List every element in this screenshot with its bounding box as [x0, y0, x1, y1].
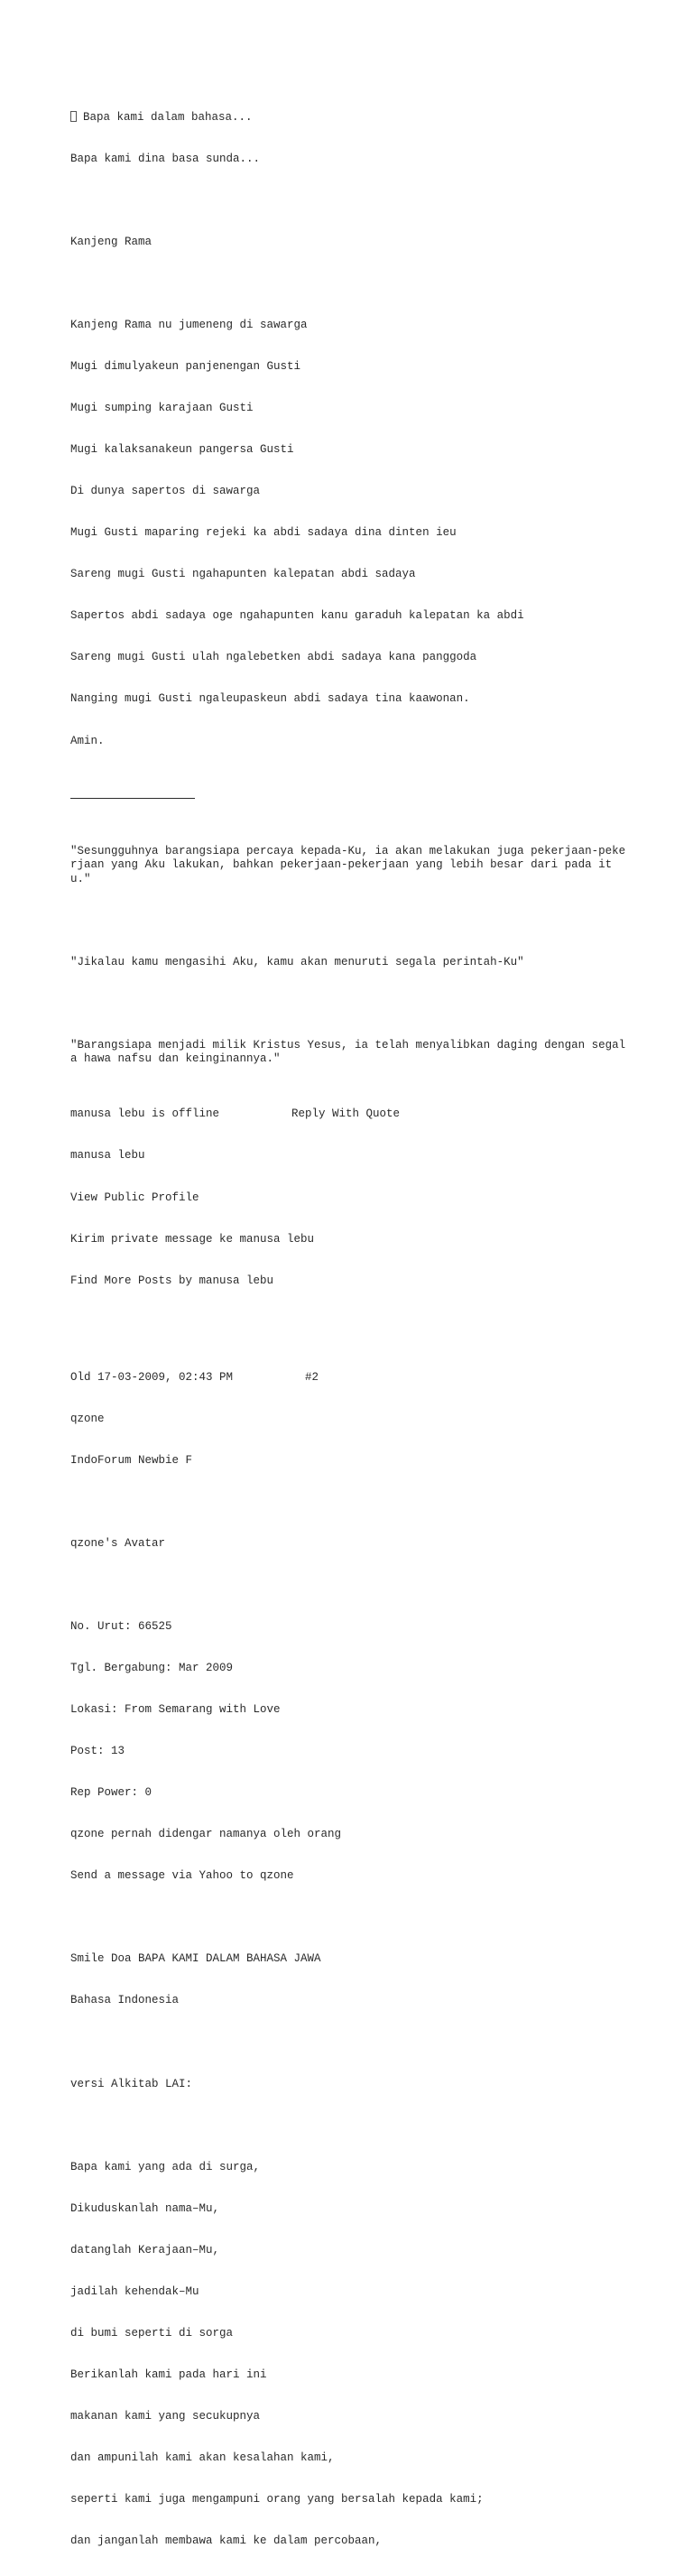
post-username[interactable]: qzone — [70, 1413, 105, 1425]
prayer-line: Berikanlah kami pada hari ini — [70, 2368, 267, 2381]
heading-1: Bapa kami dalam bahasa... — [83, 111, 253, 125]
prayer-line: Kanjeng Rama nu jumeneng di sawarga — [70, 319, 308, 332]
prayer-line: Amin. — [70, 734, 105, 747]
username-link[interactable]: manusa lebu — [70, 1149, 145, 1163]
language-label: Bahasa Indonesia — [70, 1994, 180, 2007]
prayer-line: jadilah kehendak–Mu — [70, 2284, 199, 2298]
signature-quote: "Sesungguhnya barangsiapa percaya kepada-Ku, ia akan melakukan juga pekerjaan-pekerjaan yang Aku lakukan, bahkan pekerjaan-pekerjaan yang lebih besar dari pada itu." — [70, 844, 626, 885]
signature-divider — [70, 798, 195, 799]
signature-quote: "Jikalau kamu mengasihi Aku, kamu akan menuruti segala perintah-Ku" — [70, 955, 524, 968]
post-date: Old 17-03-2009, 02:43 PM — [70, 1370, 234, 1384]
prayer-line: Bapa kami yang ada di surga, — [70, 2160, 261, 2173]
prayer-line: Mugi dimulyakeun panjenengan Gusti — [70, 360, 301, 374]
prayer-line: Dikuduskanlah nama–Mu, — [70, 2201, 220, 2215]
yahoo-message-link[interactable]: Send a message via Yahoo to qzone — [70, 1869, 294, 1883]
find-posts-link[interactable]: Find More Posts by manusa lebu — [70, 1274, 274, 1287]
user-info: No. Urut: 66525 — [70, 1620, 172, 1634]
avatar: qzone's Avatar — [70, 1537, 166, 1551]
prayer-line: Sareng mugi Gusti ulah ngalebetken abdi sadaya kana panggoda — [70, 651, 477, 664]
post-subject: Smile Doa BAPA KAMI DALAM BAHASA JAWA — [70, 1952, 321, 1966]
post-number-link[interactable]: #2 — [305, 1370, 319, 1384]
reputation-text: qzone pernah didengar namanya oleh orang — [70, 1828, 342, 1841]
prayer-line: datanglah Kerajaan–Mu, — [70, 2243, 220, 2256]
user-rank: IndoForum Newbie F — [70, 1454, 193, 1468]
prayer-line: dan ampunilah kami akan kesalahan kami, — [70, 2451, 335, 2464]
private-message-link[interactable]: Kirim private message ke manusa lebu — [70, 1232, 315, 1246]
prayer-line: di bumi seperti di sorga — [70, 2326, 234, 2340]
prayer-title: Kanjeng Rama — [70, 236, 152, 249]
heading-line-1 — [70, 111, 677, 125]
heading-2: Bapa kami dina basa sunda... — [70, 153, 261, 166]
user-info: Lokasi: From Semarang with Love — [70, 1703, 281, 1717]
missing-glyph-icon — [70, 111, 77, 122]
prayer-line: Sareng mugi Gusti ngahapunten kalepatan abdi sadaya — [70, 568, 416, 581]
prayer-line: Mugi sumping karajaan Gusti — [70, 402, 254, 415]
post-meta-row — [70, 1371, 677, 1385]
online-status: manusa lebu is offline — [70, 1107, 220, 1121]
document-page — [70, 69, 677, 2576]
view-profile-link[interactable]: View Public Profile — [70, 1191, 199, 1204]
prayer-line: dan janganlah membawa kami ke dalam percobaan, — [70, 2534, 383, 2547]
user-info: Post: 13 — [70, 1745, 125, 1758]
prayer-line: seperti kami juga mengampuni orang yang bersalah kepada kami; — [70, 2492, 484, 2506]
user-info: Tgl. Bergabung: Mar 2009 — [70, 1662, 234, 1675]
prayer-line: Sapertos abdi sadaya oge ngahapunten kanu garaduh kalepatan ka abdi — [70, 609, 524, 623]
reply-with-quote-button[interactable]: Reply With Quote — [291, 1107, 401, 1121]
prayer-line: Nanging mugi Gusti ngaleupaskeun abdi sadaya tina kaawonan. — [70, 692, 470, 706]
post-status-row — [70, 1107, 677, 1121]
signature-quote: "Barangsiapa menjadi milik Kristus Yesus, ia telah menyalibkan daging dengan segala hawa nafsu dan keinginannya." — [70, 1038, 626, 1066]
prayer-line: Mugi kalaksanakeun pangersa Gusti — [70, 443, 294, 457]
user-info: Rep Power: 0 — [70, 1786, 152, 1800]
prayer-line: Di dunya sapertos di sawarga — [70, 485, 261, 498]
prayer-line: Mugi Gusti maparing rejeki ka abdi sadaya dina dinten ieu — [70, 526, 457, 540]
prayer-line: makanan kami yang secukupnya — [70, 2409, 261, 2423]
version-label: versi Alkitab LAI: — [70, 2077, 193, 2090]
